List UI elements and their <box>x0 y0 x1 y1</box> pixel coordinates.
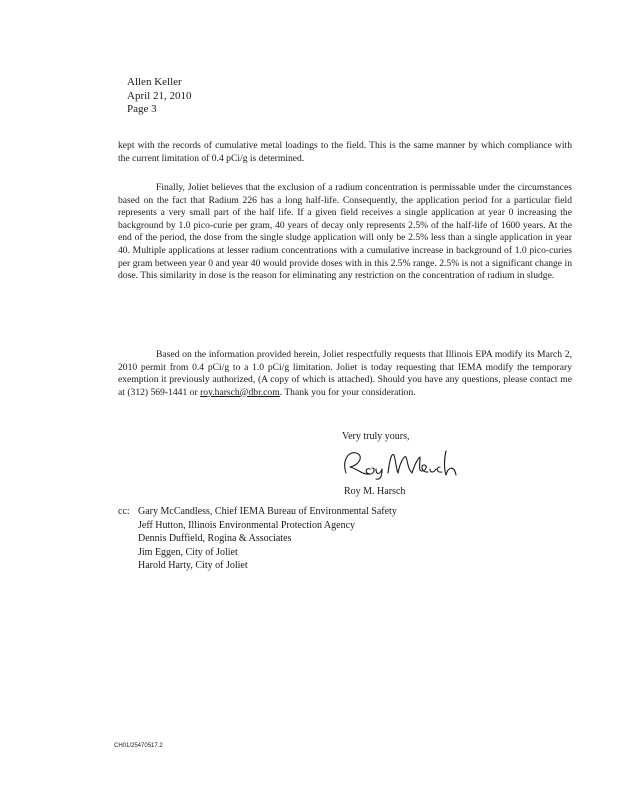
signer-name: Roy M. Harsch <box>344 486 406 497</box>
handwritten-signature <box>336 447 466 481</box>
letter-date: April 21, 2010 <box>127 89 192 102</box>
cc-recipient: Dennis Duffield, Rogina & Associates <box>138 533 292 544</box>
paragraph-radium-half-life: Finally, Joliet believes that the exclusion of a radium concentration is permissable under the circumstances based on the fact that Radium 226 has a long half-life. Consequently, the application period for a particular field represents a very small part of the half life. If a given field receives a single application at year 0 increasing the background by 1.0 pico-curie per gram, 40 years of decay only represents 2.5% of the half-life of 1600 years. At the end of the period, the dose from the single sludge application will only be 2.5% less than a single application in year 40. Multiple applications at lesser radium concentrations with a cumulative increase in background of 1.0 pico-curies per gram between year 0 and year 40 would provide doses with in this 2.5% range. 2.5% is not a significant change in dose. This similarity in dose is the reason for eliminating any restriction on the concentration of radium in sludge. <box>118 182 572 282</box>
request-text: Based on the information provided herein, Joliet respectfully requests that Illinois EPA modify its March 2, 2010 permit from 0.4 pCi/g to a 1.0 pCi/g limitation. Joliet is today requesting that IEMA modify the temporary exemption it previously authorized, (A copy of which is attached). Should you have any questions, please contact me at (312) 569-1441 or <box>118 349 572 398</box>
cc-recipient: Gary McCandless, Chief IEMA Bureau of Environmental Safety <box>138 506 397 517</box>
letter-header <box>127 76 191 117</box>
request-closing-text: . Thank you for your consideration. <box>279 386 416 398</box>
recipient-name: Allen Keller <box>127 76 182 88</box>
cc-recipient-list <box>138 505 397 573</box>
cc-recipient: Jim Eggen, City of Joliet <box>138 546 238 558</box>
closing-salutation: Very truly yours, <box>342 431 410 442</box>
page-number: Page 3 <box>127 103 157 115</box>
cc-recipient: Jeff Hutton, Illinois Environmental Protection Agency <box>138 519 356 531</box>
email-link[interactable]: roy.harsch@dbr.com <box>200 386 280 398</box>
paragraph-compliance: kept with the records of cumulative metal loadings to the field. This is the same manner by which compliance with the current limitation of 0.4 pCi/g is determined. <box>118 140 572 164</box>
cc-label: cc: <box>118 506 130 517</box>
document-code: CH01/25470517.2 <box>114 743 163 749</box>
paragraph-request <box>118 349 572 399</box>
cc-recipient: Harold Harty, City of Joliet <box>138 560 248 571</box>
